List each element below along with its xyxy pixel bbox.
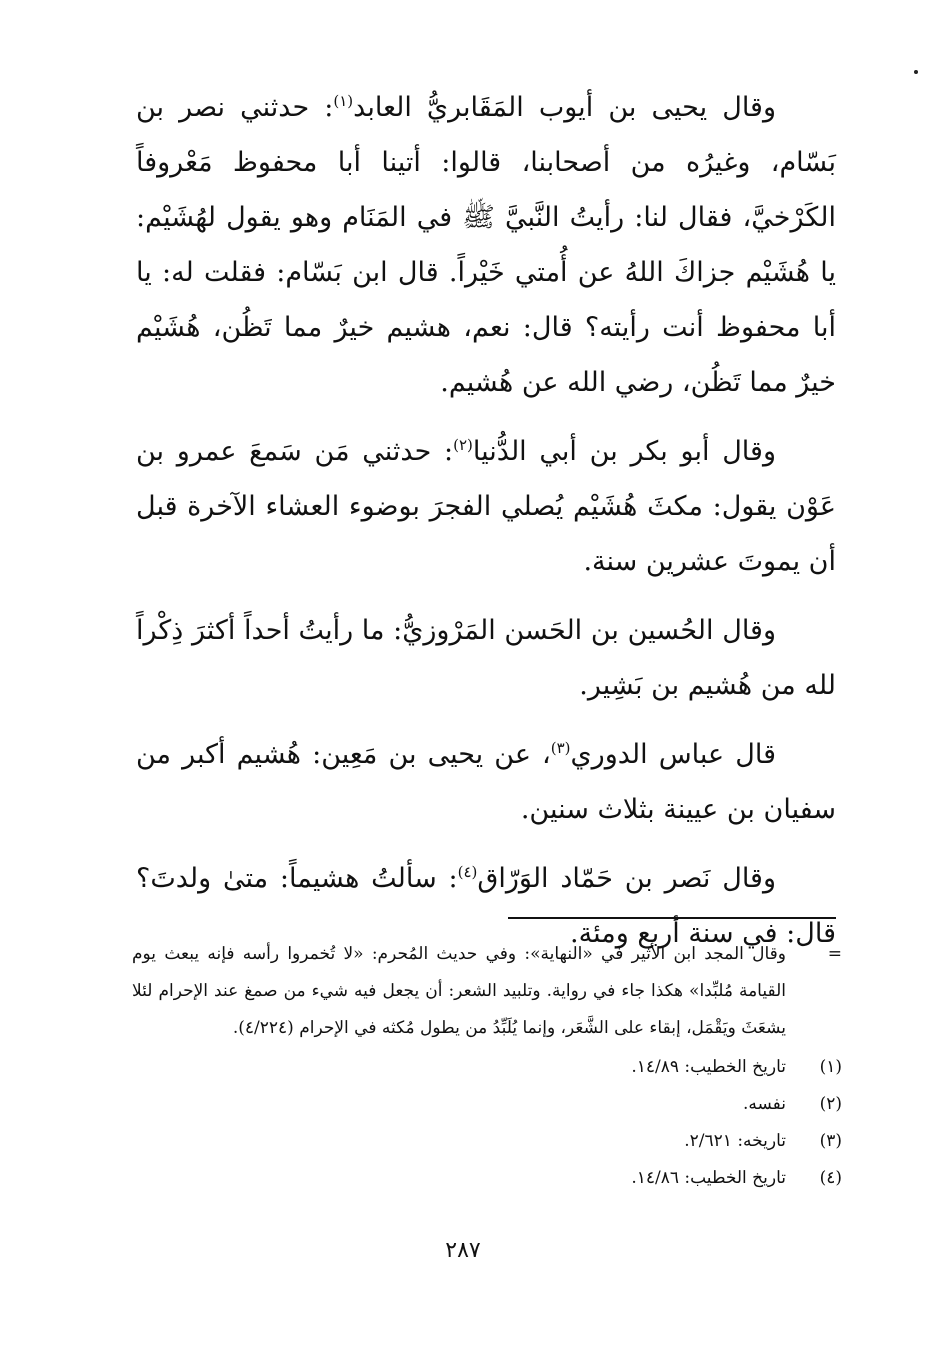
footnote-2 [132,1086,842,1123]
footnote-number: (٤) [819,1168,842,1188]
footnote-divider [508,917,836,919]
footnote-ref-4: (٤) [457,863,478,881]
continuation-mark: = [827,944,842,964]
footnote-number: (١) [819,1057,842,1077]
footnote-continuation [132,936,842,1047]
footnote-text: تاريخه: ٢/٦٢١. [684,1131,786,1151]
paragraph-4: قال عباس الدوري$^{(٣)}$، عن يحيى بن مَعِين: هُشيم أكبر من سفيان بن عيينة بثلاث سنين. [136,739,836,825]
footnote-text: نفسه. [742,1094,786,1114]
paragraph-1: وقال يحيى بن أيوب المَقَابريُّ العابد$^{(١)}$: حدثني نصر بن بَسّام، وغيرُه من أصحابنا، قالوا: أتينا أبا محفوظ مَعْروفاً الكَرْخيَّ، فقال لنا: رأيتُ النَّبيَّ ﷺ في المَنَام وهو يقول لهُشَيْم: يا هُشَيْم جزاكَ اللهُ عن أُمتي خَيْراً. قال ابن بَسّام: فقلت له: يا أبا محفوظ أنت رأيته؟ قال: نعم، هشيم خيرٌ مما تَظُن، هُشَيْم خيرٌ مما تَظُن، رضي الله عن هُشيم. [136,92,836,398]
continuation-text: وقال المجد ابن الأثير في «النهاية»: وفي حديث المُحرم: «لا تُخمروا رأسه فإنه يبعث يوم القيامة مُلبِّدا» هكذا جاء في رواية. وتلبيد الشعر: أن يجعل فيه شيء من صمغ عند الإحرام لئلا يشعَثَ ويَقْمَل، إبقاء على الشَّعَر، وإنما يُلَبِّدُ من يطول مُكثه في الإحرام (٤/٢٢٤). [132,944,786,1038]
footnote-1 [132,1049,842,1086]
paragraph-3: وقال الحُسين بن الحَسن المَرْوزيُّ: ما رأيتُ أحداً أكثرَ ذِكْراً لله من هُشيم بن بَشِير. [136,615,836,701]
footnote-ref-2: (٢) [453,436,473,454]
footnote-number: (٢) [819,1094,842,1114]
footnote-3 [132,1123,842,1160]
main-text [136,80,836,975]
paragraph-2: وقال أبو بكر بن أبي الدُّنيا$^{(٢)}$: حدثني مَن سَمعَ عمرو بن عَوْن يقول: مكثَ هُشَيْم يُصلي الفجرَ بوضوء العشاء الآخرة قبل أن يموتَ عشرين سنة. [136,436,836,577]
footnote-text: تاريخ الخطيب: ١٤/٨٦. [631,1168,786,1188]
paragraph-5: وقال نَصر بن حَمّاد الوَرّاق$^{(٤)}$: سألتُ هشيماً: متىٰ ولدتَ؟ قال: في سنة أربع ومئة. [136,863,836,949]
footnote-ref-1: (١) [333,92,354,110]
footnote-text: تاريخ الخطيب: ١٤/٨٩. [631,1057,786,1077]
footnote-4 [132,1160,842,1197]
footnote-number: (٣) [819,1131,842,1151]
footnote-ref-3: (٣) [550,739,571,757]
footnotes [132,936,842,1197]
page-speck [914,70,918,74]
page-number: ٢٨٧ [445,1238,481,1263]
